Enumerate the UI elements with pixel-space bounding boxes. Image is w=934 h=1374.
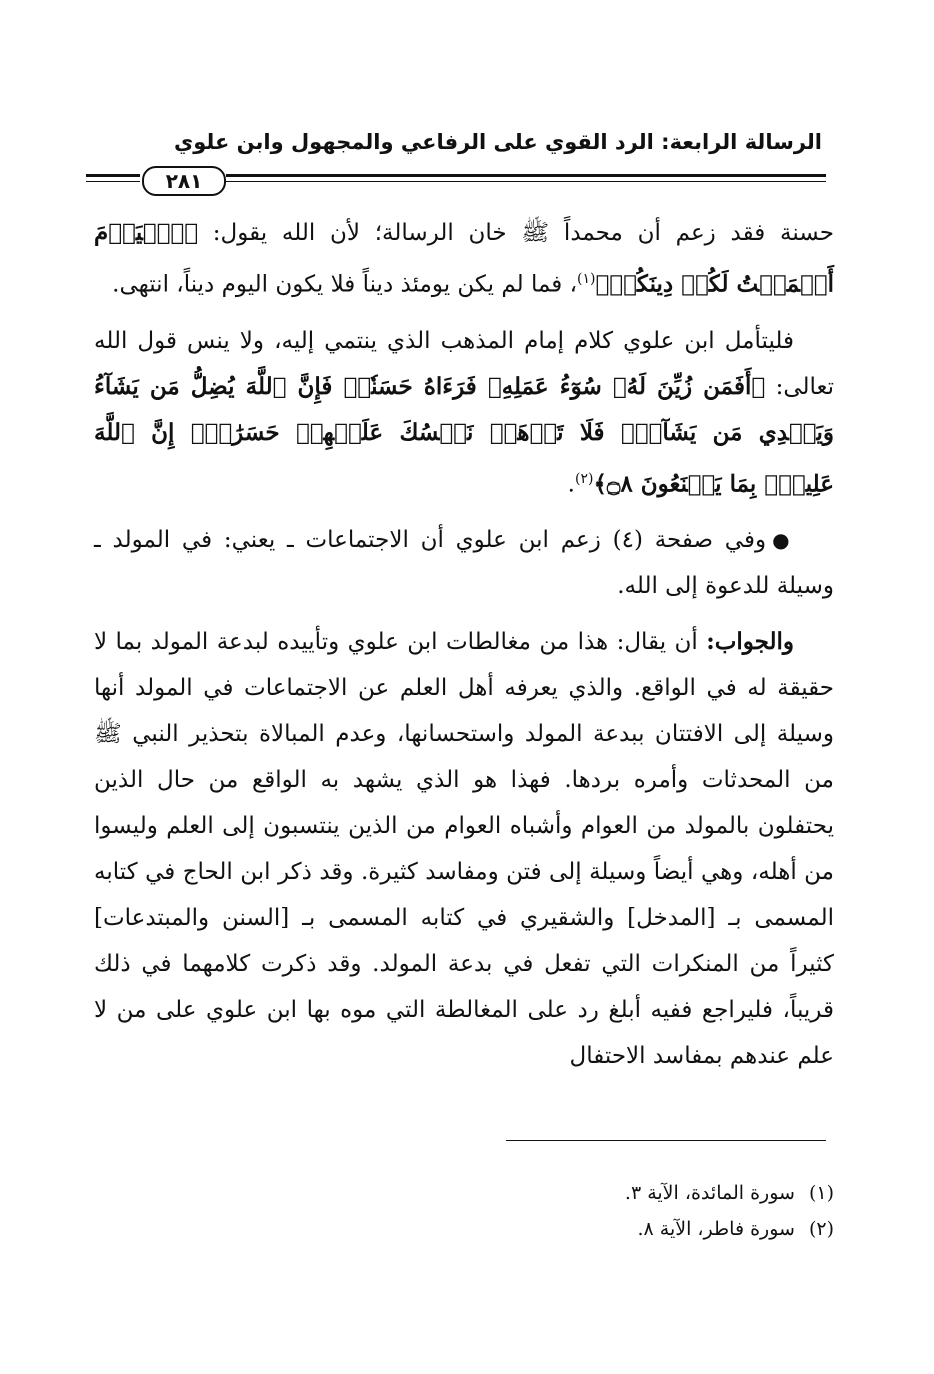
rule-thick: [226, 174, 826, 177]
running-head: الرسالة الرابعة: الرد القوي على الرفاعي والمجهول وابن علوي: [173, 130, 822, 154]
footnote-number: (١): [808, 1182, 834, 1204]
footnote-rule: [506, 1140, 826, 1141]
p2-text-b: .: [567, 471, 575, 498]
p1-text-a: حسنة فقد زعم أن محمداً ﷺ خان الرسالة؛ لأن الله يقول:: [198, 220, 834, 246]
quran-verse-2: ﴿أَفَمَن زُيِّنَ لَهُۥ سُوٓءُ عَمَلِهِۦ فَرَءَاهُ حَسَنٗاۖ فَإِنَّ ٱللَّهَ يُضِلُّ مَن يَشَآءُ وَيَهۡدِي مَن يَشَآءُۖ فَلَا تَذۡهَبۡ نَفۡسُكَ عَلَيۡهِمۡ حَسَرَٰتٍۚ إِنَّ ٱللَّهَ عَلِيمُۢ بِمَا يَصۡنَعُونَ ۝٨﴾: [94, 372, 834, 498]
rule-thick-left: [86, 174, 140, 177]
paragraph-1: [94, 210, 834, 308]
footnote-text: سورة فاطر، الآية ٨.: [637, 1218, 795, 1240]
rule-thin: [226, 181, 826, 182]
bullet-icon: ●: [772, 528, 794, 553]
header-rule: [86, 166, 826, 192]
footnote-ref-1[interactable]: (١): [577, 271, 596, 287]
footnotes: [94, 1175, 834, 1247]
paragraph-3: [94, 517, 834, 609]
body-text: [94, 210, 834, 1079]
paragraph-2: [94, 318, 834, 508]
page-number: ٢٨١: [142, 166, 226, 196]
p1-text-b: ، فما لم يكن يومئذ ديناً فلا يكون اليوم ديناً، انتهى.: [112, 271, 578, 298]
answer-lead: والجواب:: [706, 628, 794, 656]
footnote-2: [94, 1211, 834, 1247]
p3-text: وفي صفحة (٤) زعم ابن علوي أن الاجتماعات ـ يعني: في المولد ـ وسيلة للدعوة إلى الله.: [94, 527, 834, 600]
p4-text: أن يقال: هذا من مغالطات ابن علوي وتأييده لبدعة المولد بما لا حقيقة له في الواقع. والذي يعرفه أهل العلم عن الاجتماعات في المولد أنها وسيلة إلى الافتتان ببدعة المولد واستحسانها، وعدم المبالاة بتحذير النبي ﷺ من المحدثات وأمره بردها. فهذا هو الذي يشهد به الواقع من حال الذين يحتفلون بالمولد من العوام وأشباه العوام من الذين ينتسبون إلى العلم وليسوا من أهله، وهي أيضاً وسيلة إلى فتن ومفاسد كثيرة. وقد ذكر ابن الحاج في كتابه المسمى بـ [المدخل] والشقيري في كتابه المسمى بـ [السنن والمبتدعات] كثيراً من المنكرات التي تفعل في بدعة المولد. وقد ذكرت كلامهما في ذلك قريباً، فليراجع ففيه أبلغ رد على المغالطة التي موه بها ابن علوي على من لا علم عندهم بمفاسد الاحتفال: [94, 629, 834, 1070]
footnote-text: سورة المائدة، الآية ٣.: [624, 1182, 795, 1204]
footnote-ref-2[interactable]: (٢): [574, 470, 594, 487]
footnote-1: [94, 1175, 834, 1211]
paragraph-4: [94, 619, 834, 1079]
p2-text-a: فليتأمل ابن علوي كلام إمام المذهب الذي ينتمي إليه، ولا ينس قول الله تعالى:: [94, 327, 835, 400]
footnote-number: (٢): [808, 1218, 834, 1240]
quran-verse-1: ﴿ٱلۡيَوۡمَ أَكۡمَلۡتُ لَكُمۡ دِينَكُمۡ﴾: [94, 219, 834, 298]
rule-thin-left: [86, 181, 140, 182]
